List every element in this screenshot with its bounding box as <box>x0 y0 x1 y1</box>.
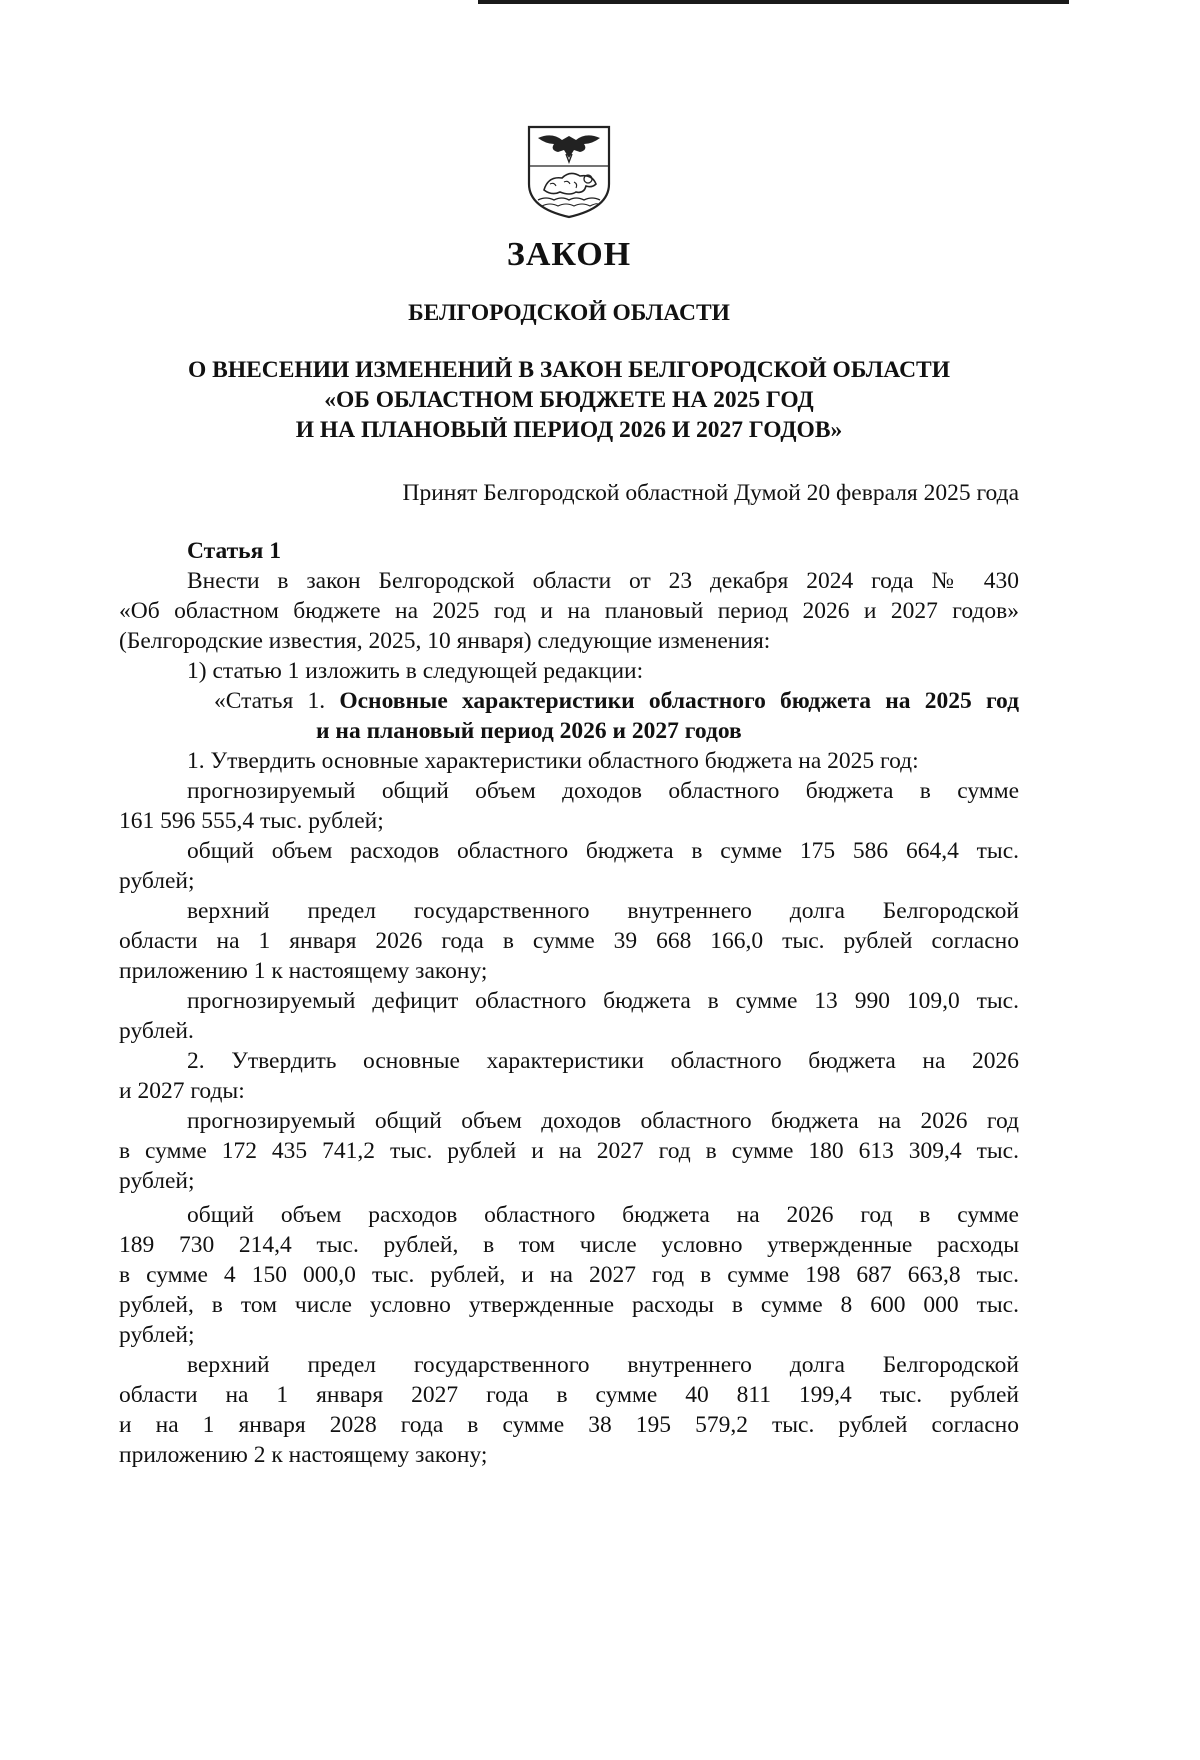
p2-heading-line-1: 2. Утвердить основные характеристики областного бюджета на 2026 <box>187 1048 1019 1074</box>
p1-debt-line-3: приложению 1 к настоящему закону; <box>119 958 488 984</box>
intro-line-1: Внести в закон Белгородской области от 23 декабря 2024 года № 430 <box>187 568 1019 594</box>
p2-debt-line-1: верхний предел государственного внутреннего долга Белгородской <box>187 1352 1019 1378</box>
quoted-article-prefix: «Статья 1. <box>214 688 326 714</box>
quoted-article-title-line-2: и на плановый период 2026 и 2027 годов <box>316 718 742 744</box>
law-name-line-1: О ВНЕСЕНИИ ИЗМЕНЕНИЙ В ЗАКОН БЕЛГОРОДСКОЙ ОБЛАСТИ <box>187 357 951 383</box>
law-name-line-3: И НА ПЛАНОВЫЙ ПЕРИОД 2026 И 2027 ГОДОВ» <box>295 417 843 443</box>
quoted-article-title: Основные характеристики областного бюджета на 2025 год <box>339 688 1020 714</box>
p2-expense-line-4: рублей, в том числе условно утвержденные расходы в сумме 8 600 000 тыс. <box>119 1292 1019 1318</box>
intro-line-3: (Белгородские известия, 2025, 10 января) следующие изменения: <box>119 628 771 654</box>
region-subtitle: БЕЛГОРОДСКОЙ ОБЛАСТИ <box>408 300 730 326</box>
p2-debt-line-3: и на 1 января 2028 года в сумме 38 195 579,2 тыс. рублей согласно <box>119 1412 1019 1438</box>
p1-debt-line-1: верхний предел государственного внутреннего долга Белгородской <box>187 898 1019 924</box>
p1-income-line-2: 161 596 555,4 тыс. рублей; <box>119 808 384 834</box>
quoted-article-title-line-1 <box>214 686 1019 716</box>
p2-income-line-3: рублей; <box>119 1168 195 1194</box>
p1-deficit-line-2: рублей. <box>119 1018 194 1044</box>
p2-expense-line-3: в сумме 4 150 000,0 тыс. рублей, и на 2027 год в сумме 198 687 663,8 тыс. <box>119 1262 1019 1288</box>
belgorod-coat-of-arms-icon <box>526 124 612 220</box>
adoption-note: Принят Белгородской областной Думой 20 февраля 2025 года <box>402 480 1019 506</box>
p1-debt-line-2: области на 1 января 2026 года в сумме 39 668 166,0 тыс. рублей согласно <box>119 928 1019 954</box>
scan-top-edge <box>478 0 1069 4</box>
p2-debt-line-4: приложению 2 к настоящему закону; <box>119 1442 488 1468</box>
law-name-line-2: «ОБ ОБЛАСТНОМ БЮДЖЕТЕ НА 2025 ГОД <box>324 387 814 413</box>
p2-income-line-1: прогнозируемый общий объем доходов областного бюджета на 2026 год <box>187 1108 1019 1134</box>
p1-expense-line-1: общий объем расходов областного бюджета в сумме 175 586 664,4 тыс. <box>187 838 1019 864</box>
p2-heading-line-2: и 2027 годы: <box>119 1078 245 1104</box>
p1-deficit-line-1: прогнозируемый дефицит областного бюджета в сумме 13 990 109,0 тыс. <box>187 988 1019 1014</box>
p2-expense-line-1: общий объем расходов областного бюджета на 2026 год в сумме <box>187 1202 1019 1228</box>
item-1-text: 1) статью 1 изложить в следующей редакции: <box>187 658 644 684</box>
intro-line-2: «Об областном бюджете на 2025 год и на плановый период 2026 и 2027 годов» <box>119 598 1019 624</box>
p1-heading: 1. Утвердить основные характеристики областного бюджета на 2025 год: <box>187 748 919 774</box>
p2-expense-line-5: рублей; <box>119 1322 195 1348</box>
p2-debt-line-2: области на 1 января 2027 года в сумме 40 811 199,4 тыс. рублей <box>119 1382 1019 1408</box>
p2-income-line-2: в сумме 172 435 741,2 тыс. рублей и на 2027 год в сумме 180 613 309,4 тыс. <box>119 1138 1019 1164</box>
document-title: ЗАКОН <box>506 236 632 273</box>
p1-expense-line-2: рублей; <box>119 868 195 894</box>
p2-expense-line-2: 189 730 214,4 тыс. рублей, в том числе условно утвержденные расходы <box>119 1232 1019 1258</box>
p1-income-line-1: прогнозируемый общий объем доходов областного бюджета в сумме <box>187 778 1019 804</box>
article-heading: Статья 1 <box>187 538 281 564</box>
